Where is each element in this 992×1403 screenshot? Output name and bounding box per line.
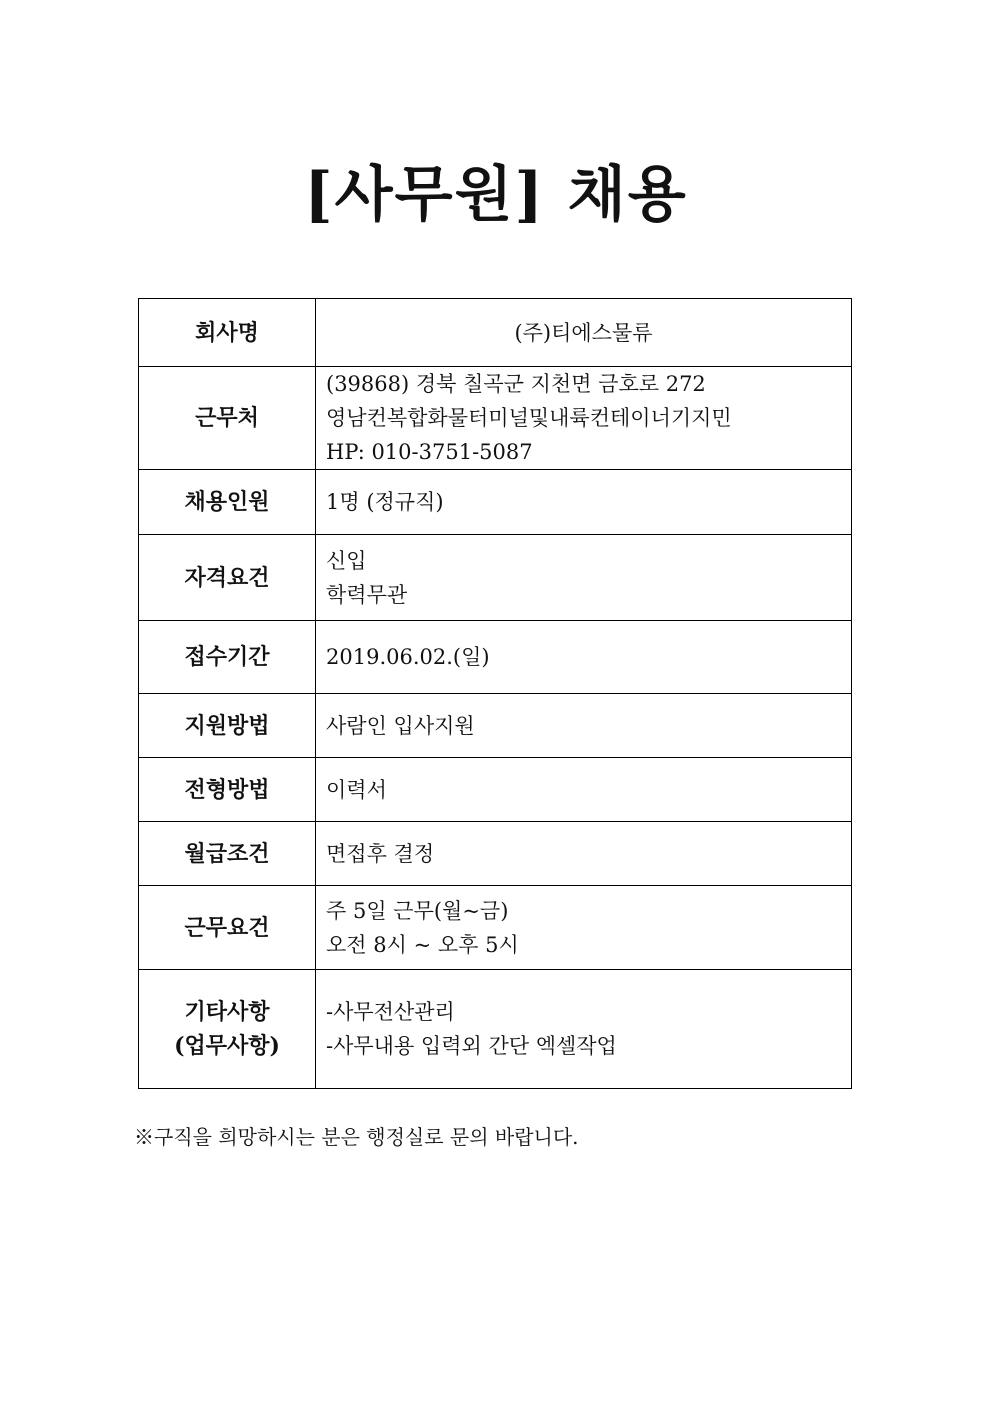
row-label-text: 기타사항 bbox=[184, 999, 270, 1025]
row-label-company bbox=[139, 299, 316, 367]
table-row-company bbox=[139, 299, 852, 367]
row-label-text: 근무처 bbox=[195, 405, 259, 431]
table-row-workplace bbox=[139, 367, 852, 470]
table-row-application-period bbox=[139, 621, 852, 694]
row-value-workplace bbox=[316, 367, 852, 470]
row-label-text: 접수기간 bbox=[184, 644, 270, 670]
row-value-qualifications bbox=[316, 535, 852, 621]
row-value-text: (주)티에스물류 bbox=[514, 320, 653, 345]
row-value-application-period bbox=[316, 621, 852, 694]
row-value-text: 이력서 bbox=[326, 777, 387, 802]
row-label-working-conditions bbox=[139, 886, 316, 970]
row-value-text: 사람인 입사지원 bbox=[326, 713, 475, 738]
row-label-other-duties bbox=[139, 970, 316, 1089]
job-posting-table bbox=[138, 298, 852, 1089]
row-value-text: 면접후 결정 bbox=[326, 841, 435, 866]
row-label-text: 회사명 bbox=[195, 319, 259, 346]
row-value-company bbox=[316, 299, 852, 367]
row-value-text: 2019.06.02.(일) bbox=[326, 645, 490, 669]
row-value-text: HP: 010-3751-5087 bbox=[326, 440, 533, 464]
row-value-application-method bbox=[316, 694, 852, 758]
row-label-application-method bbox=[139, 694, 316, 758]
row-value-selection-method bbox=[316, 758, 852, 822]
row-label-text: 근무요건 bbox=[184, 914, 270, 941]
row-label-text: 자격요건 bbox=[184, 564, 270, 591]
row-label-headcount bbox=[139, 470, 316, 535]
row-label-application-period bbox=[139, 621, 316, 694]
row-value-text: -사무내용 입력외 간단 엑셀작업 bbox=[326, 1034, 617, 1058]
row-value-text: 영남컨복합화물터미널및내륙컨테이너기지민 bbox=[326, 406, 732, 430]
row-value-text: (39868) 경북 칠곡군 지천면 금호로 272 bbox=[326, 372, 706, 396]
row-value-salary bbox=[316, 822, 852, 886]
row-label-salary bbox=[139, 822, 316, 886]
table-row-headcount bbox=[139, 470, 852, 535]
row-label-text: 전형방법 bbox=[184, 776, 270, 803]
row-value-working-conditions bbox=[316, 886, 852, 970]
row-value-text: 학력무관 bbox=[326, 582, 408, 607]
row-value-text: -사무전산관리 bbox=[326, 1000, 455, 1024]
row-label-text: 월급조건 bbox=[184, 840, 270, 867]
table-row-application-method bbox=[139, 694, 852, 758]
row-value-headcount bbox=[316, 470, 852, 535]
table-row-other-duties bbox=[139, 970, 852, 1089]
row-value-other-duties bbox=[316, 970, 852, 1089]
row-label-qualifications bbox=[139, 535, 316, 621]
row-value-text: 신입 bbox=[326, 548, 367, 573]
row-value-text: 오전 8시 ~ 오후 5시 bbox=[326, 932, 519, 957]
row-label-selection-method bbox=[139, 758, 316, 822]
row-label-text: 지원방법 bbox=[184, 712, 270, 739]
row-label-text: 채용인원 bbox=[184, 489, 270, 515]
row-value-text: 주 5일 근무(월~금) bbox=[326, 898, 509, 923]
table-row-working-conditions bbox=[139, 886, 852, 970]
page-title: [사무원] 채용 bbox=[304, 160, 688, 230]
row-label-text: (업무사항) bbox=[174, 1033, 280, 1059]
table-row-salary bbox=[139, 822, 852, 886]
row-value-text: 1명 (정규직) bbox=[326, 490, 444, 514]
table-row-qualifications bbox=[139, 535, 852, 621]
row-label-workplace bbox=[139, 367, 316, 470]
table-row-selection-method bbox=[139, 758, 852, 822]
footer-note: ※구직을 희망하시는 분은 행정실로 문의 바랍니다. bbox=[134, 1125, 579, 1149]
